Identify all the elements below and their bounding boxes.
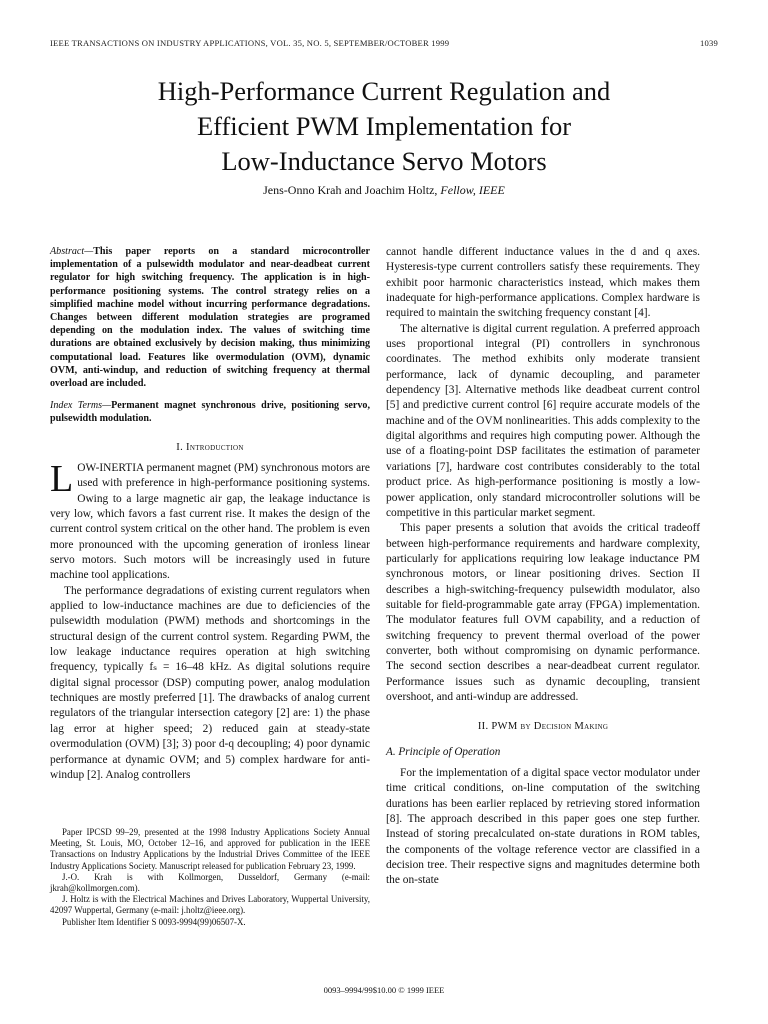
authors bbox=[0, 183, 768, 198]
index-terms bbox=[50, 399, 370, 425]
right-paragraph-1: cannot handle different inductance values in the d and q axes. Hysteresis-type current controllers satisfy these requirements. They exhibit poor harmonic characteristics instead, which makes them inadequate for high-performance applications. Complex hardware is required to maintain the switching frequency constant [4]. bbox=[386, 246, 700, 320]
title-line-2: Efficient PWM Implementation for bbox=[196, 111, 572, 141]
drop-cap: L bbox=[50, 457, 74, 500]
title-line-1: High-Performance Current Regulation and bbox=[157, 76, 611, 106]
page-number: 1039 bbox=[700, 38, 718, 48]
footnote-publisher-id: Publisher Item Identifier S 0093-9994(99)06507-X. bbox=[62, 916, 246, 927]
subsection-heading-principle: A. Principle of Operation bbox=[386, 745, 501, 758]
section-heading-pwm: II. PWM by Decision Making bbox=[477, 721, 609, 733]
running-header bbox=[50, 38, 718, 48]
footnote-paper-info: Paper IPCSD 99–29, presented at the 1998 Industry Applications Society Annual Meeting, St. Louis, MO, October 12–16, and approved for publication in the IEEE Transactions on Industry Applications by the Industrial Drives Committee of the IEEE Industry Applications Society. Manuscript released for publication February 23, 1999. bbox=[50, 827, 370, 871]
index-terms-label: Index Terms— bbox=[50, 400, 112, 412]
abstract-label: Abstract— bbox=[50, 246, 94, 257]
intro-paragraph-2: The performance degradations of existing current regulators when applied to low-inductance machines are due to deficiencies of the pulsewidth modulation (PWM) methods and shortcomings in the structural design of the current control system. Regarding PWM, the low leakage inductance requires operation at high switching frequency, typically fₛ = 16–48 kHz. As digital solutions require digital signal processor (DSP) computing power, analog modulation techniques are mostly preferred [1]. The drawbacks of analog current regulators of the triangular intersection category [2] are: 1) the phase lag error at higher speed; 2) reduced gain at steady-state overmodulation (OVM) [3]; 3) poor d-q decoupling; 4) poor dynamic performance at dynamic OVM; and 5) complex hardware for anti-windup [2]. Analog controllers bbox=[50, 584, 370, 781]
right-paragraph-3: This paper presents a solution that avoids the critical tradeoff between high-performance requirements and hardware complexity, particularly for applications requiring low leakage inductance PM synchronous motors, or linear positioning drives. Section II describes a high-switching-frequency pulsewidth modulator, also suitable for field-programmable gate array (FPGA) implementation. The modulator features full OVM capability, and a reduction of switching frequency to prevent thermal overload of the power converter, both without compromising on dynamic performance. The second section describes a near-deadbeat current regulator. Performance issues such as dynamic decoupling, transient overshoot, and anti-windup are addressed. bbox=[386, 522, 700, 703]
abstract bbox=[50, 245, 370, 390]
right-column bbox=[386, 245, 700, 889]
intro-paragraph-1 bbox=[50, 457, 370, 584]
intro-paragraph-1-text: OW-INERTIA permanent magnet (PM) synchronous motors are used with preference in high-performance positioning systems. Owing to a large magnetic air gap, the leakage inductance is very low, which favors a fast current rise. It makes the design of the current control system critical on the other hand. The problem is even more pronounced with the upcoming generation of ironless linear servo motors. Such motors will be increasingly used in future machine tool applications. bbox=[50, 461, 370, 582]
journal-header: IEEE TRANSACTIONS ON INDUSTRY APPLICATIONS, VOL. 35, NO. 5, SEPTEMBER/OCTOBER 1999 bbox=[50, 38, 450, 48]
footnotes bbox=[50, 827, 370, 928]
right-paragraph-2: The alternative is digital current regulation. A preferred approach uses proportional integral (PI) controllers in synchronous coordinates. The method exhibits only moderate transient performance, lack of dynamic decoupling, and parameter dependency [3]. Alternative methods like deadbeat current control [5] and predictive current control [6] require accurate models of the machine and of the OVM nonlinearities. This adds complexity to the digital algorithms and requires high computing power. Although the use of a floating-point DSP facilitates the estimation of parameter variations [7], hardware cost contributes considerably to the total product price. As high-performance positioning is mostly a low-power application, only standard microcontroller solutions will be competitive in this particular market segment. bbox=[386, 322, 700, 519]
right-paragraph-4: For the implementation of a digital space vector modulator under time critical conditions, on-line computation of the switching durations has been earlier replaced by retrieving stored information [8]. The approach described in this paper goes one step further. Instead of storing precalculated on-state durations in ROM tables, the components of the voltage reference vector are classified in a decision tree. Their respective signs and magnitudes determine both the on-state bbox=[386, 767, 700, 887]
copyright-footer: 0093–9994/99$10.00 © 1999 IEEE bbox=[323, 985, 445, 995]
left-column bbox=[50, 245, 370, 783]
section-heading-introduction: I. Introduction bbox=[176, 441, 244, 453]
title-line-3: Low-Inductance Servo Motors bbox=[221, 146, 547, 176]
paper-title bbox=[0, 74, 768, 179]
footnote-krah: J.-O. Krah is with Kollmorgen, Dusseldorf, Germany (e-mail: jkrah@kollmorgen.com). bbox=[50, 871, 370, 894]
author-names: Jens-Onno Krah and Joachim Holtz, bbox=[263, 183, 438, 197]
author-title: Fellow, IEEE bbox=[440, 183, 505, 197]
index-terms-text: Permanent magnet synchronous drive, positioning servo, pulsewidth modulation. bbox=[50, 400, 370, 425]
abstract-text: This paper reports on a standard microcontroller implementation of a pulsewidth modulator and near-deadbeat current regulator for high switching frequency. The application is in high-performance positioning systems. The control strategy relies on a simplified machine model without incurring performance degradations. Changes between different modulation strategies are programed depending on the modulation index. The values of switching time durations are obtained exclusively by decision making, thus minimizing computational load. Features like overmodulation (OVM), dynamic OVM, anti-windup, and reduction of switching frequency at thermal overload are included. bbox=[50, 246, 370, 390]
footnote-holtz: J. Holtz is with the Electrical Machines and Drives Laboratory, Wuppertal University, 42097 Wuppertal, Germany (e-mail: j.holtz@ieee.org). bbox=[50, 894, 370, 916]
